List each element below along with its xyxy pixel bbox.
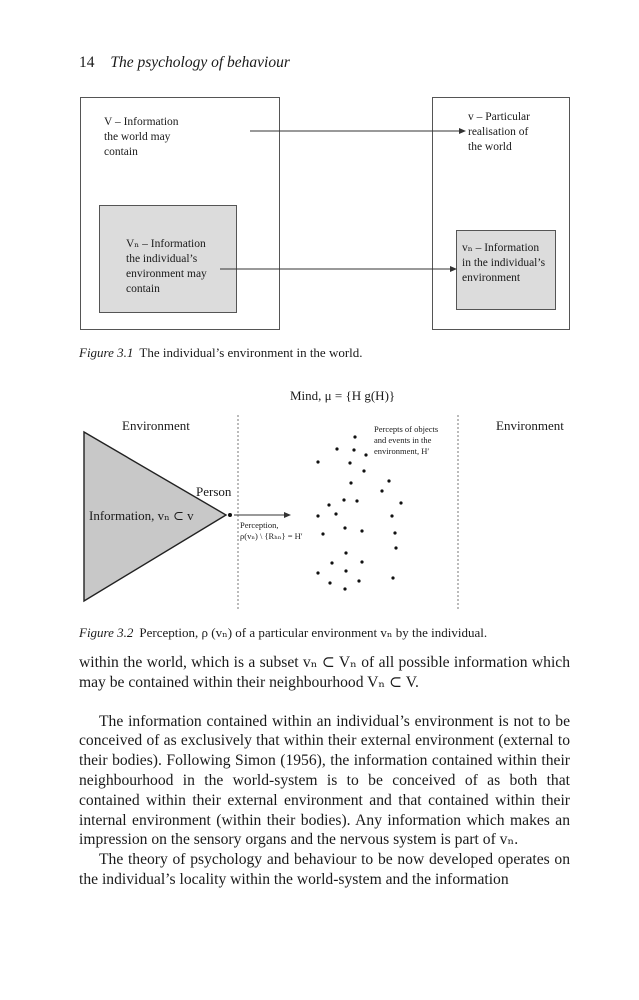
- running-title: The psychology of behaviour: [110, 54, 290, 71]
- perception-arrowhead: [284, 512, 291, 518]
- mind-label: Mind, μ = {H g(H)}: [290, 388, 396, 403]
- figure2-caption: Figure 3.2 Perception, ρ (vₙ) of a particular environment vₙ by the individual.: [79, 625, 488, 640]
- environment-right-label: Environment: [496, 418, 564, 433]
- percept-dots: [316, 435, 402, 590]
- information-label: Information, vₙ ⊂ v: [89, 508, 194, 523]
- environment-left-label: Environment: [122, 418, 190, 433]
- world-info-label: V – Information the world may contain: [104, 116, 179, 158]
- person-dot: [228, 513, 232, 517]
- individual-env-label: vₙ – Information in the individual’s environment: [462, 242, 546, 284]
- paragraph-2: The information contained within an individual’s environment is not to be conceived of as exclusively that within their external environment (external to their bodies). Following Simon (1956), the information contained within their neighbourhood in the world-system is to be conceived of as both that contained within their external environment and that contained within their internal environment (within their bodies). Any information which makes an impression on the sensory organs and the nervous system is part of vₙ.: [79, 712, 570, 849]
- perception-label: Perception, ρ(vₙ) \ {Rₕₙ} = H′: [240, 520, 303, 541]
- paragraph-3: The theory of psychology and behaviour to be now developed operates on the individual’s locality within the world-system and the information: [79, 851, 570, 888]
- body-text: [79, 653, 570, 890]
- environment-info-label: Vₙ – Information the individual’s environment may contain: [126, 238, 207, 295]
- page-number: 14: [79, 54, 95, 71]
- paragraph-1: within the world, which is a subset vₙ ⊂ Vₙ of all possible information which may be contained within their neighbourhood Vₙ ⊂ V.: [79, 654, 570, 691]
- figure1-caption: Figure 3.1 The individual’s environment in the world.: [79, 345, 363, 360]
- person-label: Person: [196, 484, 232, 499]
- percepts-label: Percepts of objects and events in the environment, H′: [374, 424, 439, 456]
- particular-realisation-label: v – Particular realisation of the world: [468, 111, 530, 153]
